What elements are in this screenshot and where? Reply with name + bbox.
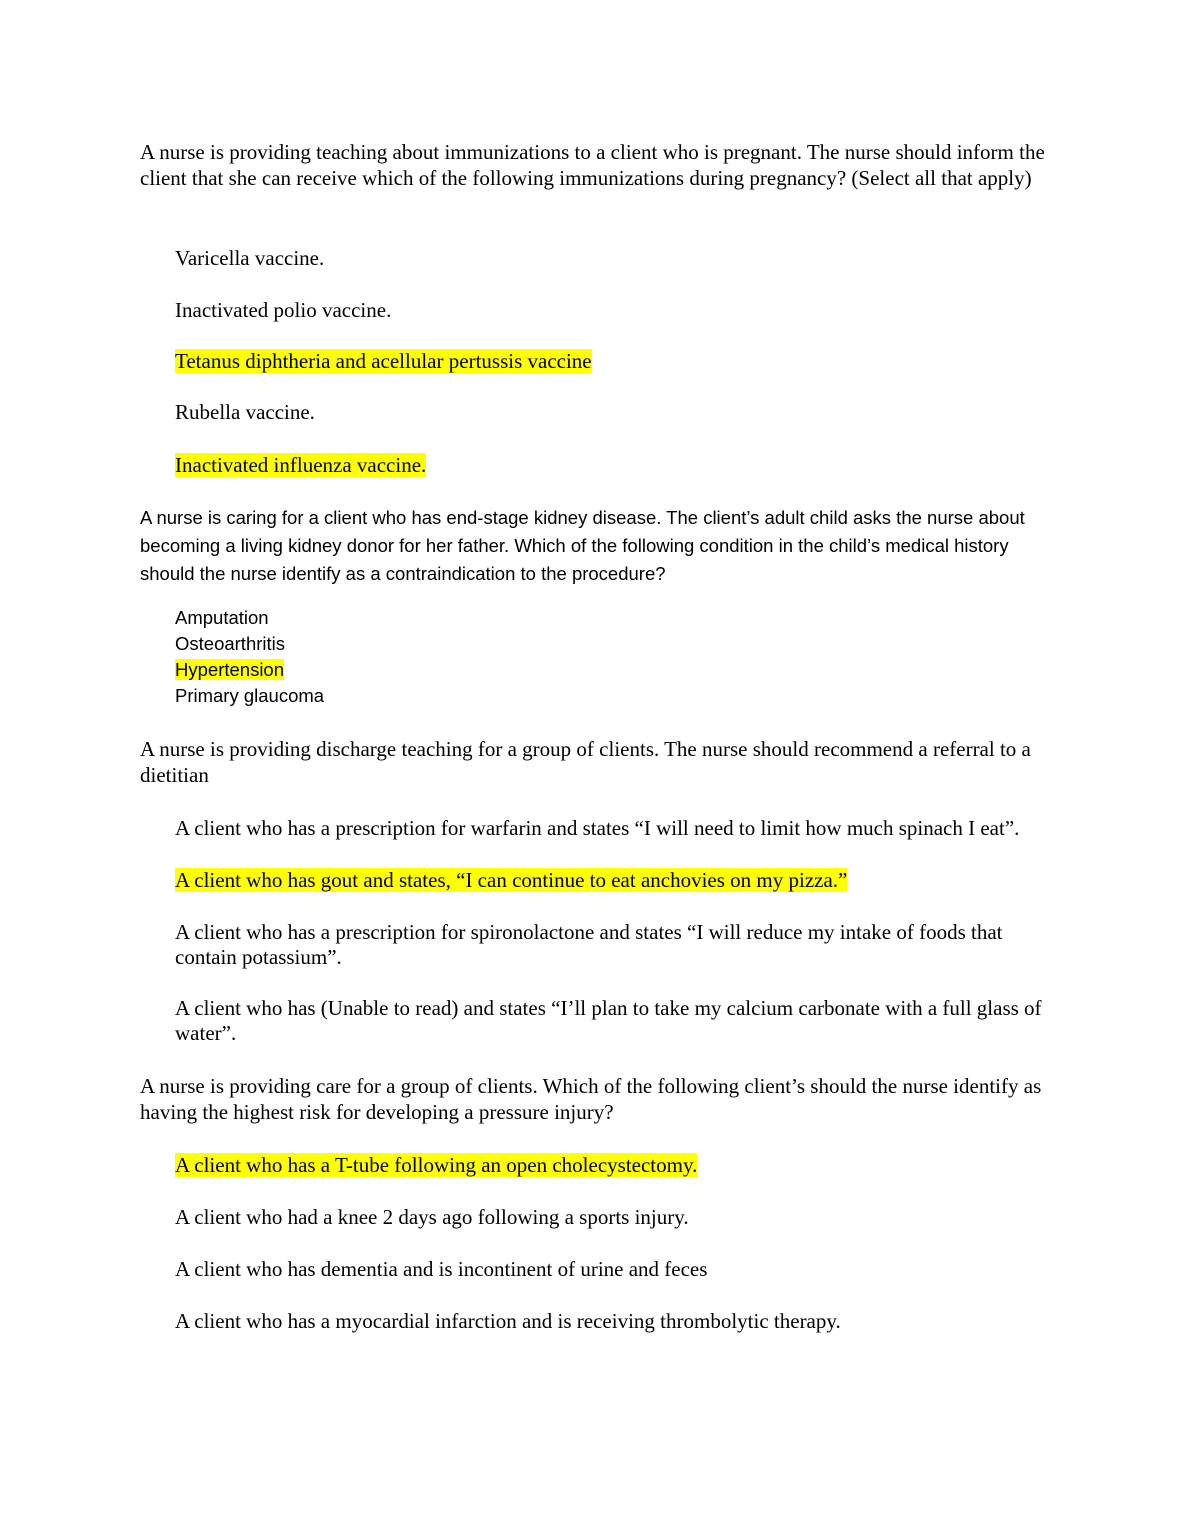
question-4-stem: A nurse is providing care for a group of clients. Which of the following client’s should the nurse identify as having the highest risk for developing a pressure injury? — [140, 1074, 1042, 1124]
highlighted-option-text: Inactivated influenza vaccine. — [175, 453, 427, 477]
question-3-option-calcium — [175, 996, 1045, 1046]
question-3-stem: A nurse is providing discharge teaching for a group of clients. The nurse should recommend a referral to a dietitian — [140, 737, 1031, 787]
option-text: A client who has a myocardial infarction and is receiving thrombolytic therapy. — [175, 1309, 841, 1333]
option-text: Amputation — [175, 607, 269, 628]
option-text: Osteoarthritis — [175, 633, 286, 654]
question-2-stem: A nurse is caring for a client who has end-stage kidney disease. The client’s adult child asks the nurse about becoming a living kidney donor for her father. Which of the following condition in the child’s medical history should the nurse identify as a contraindication to the procedure? — [140, 507, 1025, 584]
question-4-option-dementia — [175, 1257, 1045, 1282]
highlighted-option-text: A client who has a T-tube following an open cholecystectomy. — [175, 1153, 698, 1177]
option-text: A client who has a prescription for warfarin and states “I will need to limit how much spinach I eat”. — [175, 816, 1020, 840]
question-2-option-hypertension — [175, 657, 1045, 683]
question-3-option-gout — [175, 868, 1045, 893]
option-text: A client who has (Unable to read) and states “I’ll plan to take my calcium carbonate with a full glass of water”. — [175, 996, 1042, 1045]
question-4-option-myocardial — [175, 1309, 1045, 1334]
highlighted-option-text: Hypertension — [175, 659, 285, 680]
question-4-option-knee — [175, 1205, 1045, 1230]
option-text: Primary glaucoma — [175, 685, 325, 706]
question-1-option-polio — [175, 298, 1045, 323]
question-1-option-tdap — [175, 349, 1045, 374]
option-text: A client who has a prescription for spironolactone and states “I will reduce my intake of foods that contain potassium”. — [175, 920, 1003, 969]
question-1-option-rubella — [175, 400, 1045, 425]
option-text: Rubella vaccine. — [175, 400, 315, 424]
option-text: A client who had a knee 2 days ago following a sports injury. — [175, 1205, 689, 1229]
question-1-stem: A nurse is providing teaching about immunizations to a client who is pregnant. The nurse should inform the client that she can receive which of the following immunizations during pregnancy? (Select all that apply) — [140, 140, 1045, 190]
question-1-option-varicella — [175, 246, 1045, 271]
highlighted-option-text: A client who has gout and states, “I can continue to eat anchovies on my pizza.” — [175, 868, 848, 892]
option-text: Inactivated polio vaccine. — [175, 298, 392, 322]
highlighted-option-text: Tetanus diphtheria and acellular pertussis vaccine — [175, 349, 592, 373]
question-2-option-amputation — [175, 605, 1045, 631]
option-text: A client who has dementia and is incontinent of urine and feces — [175, 1257, 708, 1281]
question-1-option-influenza — [175, 453, 1045, 478]
question-3-option-spironolactone — [175, 920, 1045, 970]
option-text: Varicella vaccine. — [175, 246, 325, 270]
question-4-option-t-tube — [175, 1153, 1045, 1178]
question-2-option-osteoarthritis — [175, 631, 1045, 657]
question-2-option-glaucoma — [175, 683, 1045, 709]
question-3-option-warfarin — [175, 816, 1045, 841]
